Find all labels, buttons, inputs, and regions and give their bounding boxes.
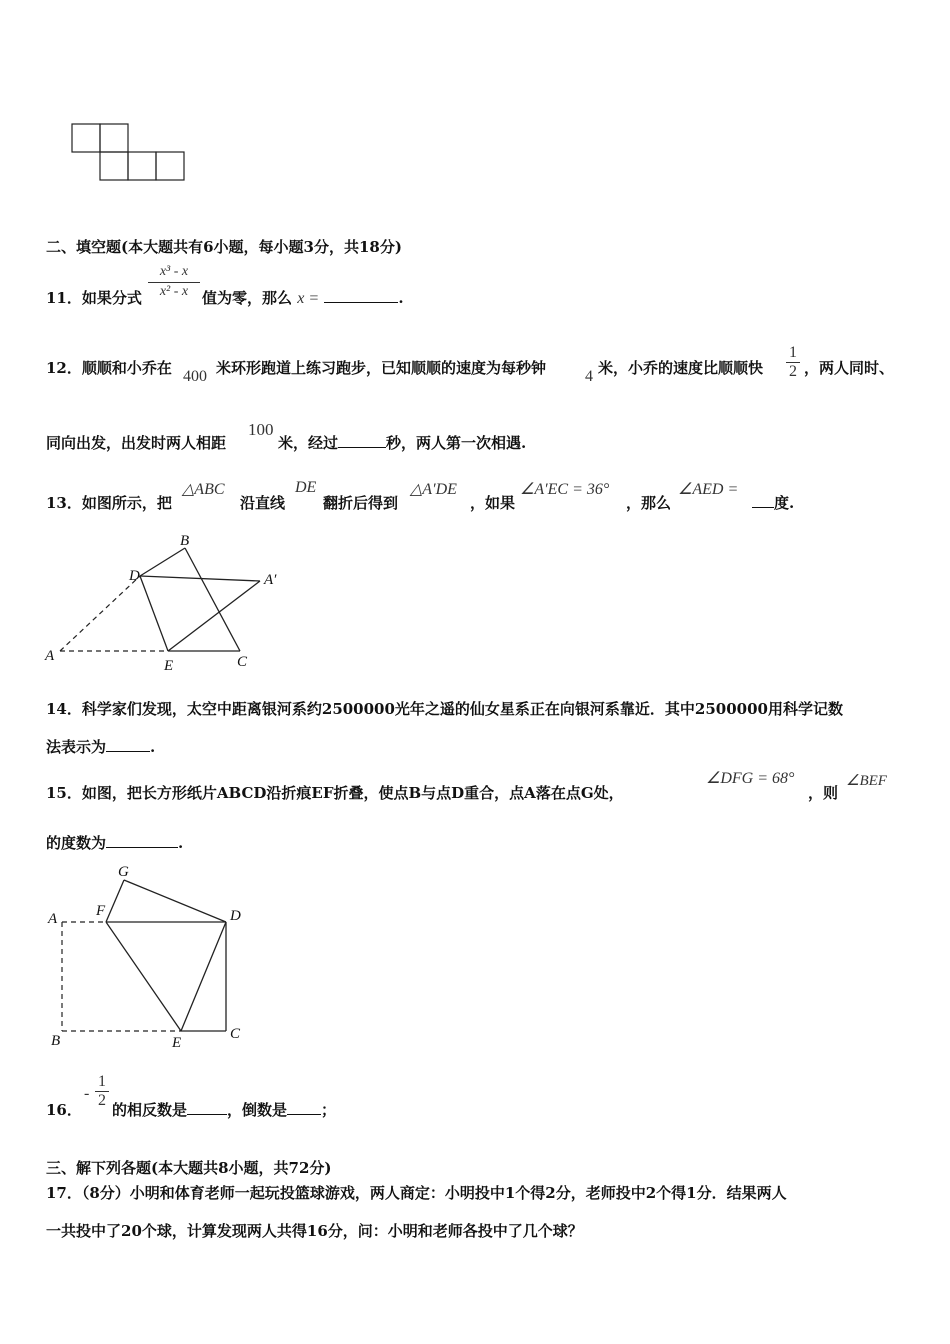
q12-value-4: 4	[585, 368, 593, 385]
q15-math-2: ∠BEF	[846, 773, 887, 789]
q13-figure	[40, 530, 290, 678]
q16-text-3: ；	[321, 1101, 337, 1119]
q13-math-2: DE	[295, 479, 317, 496]
q16-answer-blank-2[interactable]	[287, 1100, 321, 1115]
q13-math-1: △ABC	[182, 481, 225, 498]
q13-line-a	[46, 492, 172, 513]
q16-answer-blank-1[interactable]	[187, 1100, 227, 1115]
section2-heading: 二、填空题(本大题共有6小题，每小题3分，共18分)	[46, 238, 402, 256]
q13-line-AD	[60, 576, 140, 651]
q17-line2: 一共投中了20个球，计算发现两人共得16分，问：小明和老师各投中了几个球？	[46, 1222, 583, 1240]
q16-neg-sign: -	[84, 1085, 90, 1102]
q11-frac-numerator: x³ - x	[148, 264, 200, 283]
q11-expr: x =	[297, 290, 320, 307]
q12-text-3: 米，小乔的速度比顺顺快	[598, 359, 764, 377]
q13-label-A1: A′	[264, 572, 277, 588]
q15-text-2a: 的度数为	[46, 834, 107, 852]
q12-answer-blank[interactable]	[338, 433, 386, 448]
q15-label-E: E	[172, 1035, 182, 1051]
q16-text-1: 的相反数是	[112, 1101, 188, 1119]
q15-math-1: ∠DFG = 68°	[706, 770, 795, 787]
q11-frac-denominator: x² - x	[159, 284, 189, 299]
q15-text-1: ，则	[808, 784, 839, 802]
q12-value-100: 100	[248, 420, 274, 439]
q15-line1: 15．如图，把长方形纸片ABCD沿折痕EF折叠，使点B与点D重合，点A落在点G处，	[46, 784, 624, 802]
q15-line-ED	[181, 922, 226, 1031]
q15-label-C: C	[230, 1026, 241, 1042]
q15-label-G: G	[118, 864, 129, 880]
q13-line-DB	[140, 548, 185, 576]
q11-answer-blank[interactable]	[324, 288, 398, 303]
q16-line	[112, 1099, 336, 1120]
q14-text-2b: .	[150, 738, 156, 756]
q12-half-num: 1	[786, 344, 800, 363]
q12-text-1: 顺顺和小乔在	[81, 359, 172, 377]
q12-value-400: 400	[183, 368, 207, 385]
q13-line-BC	[185, 548, 240, 651]
q11-line	[46, 287, 142, 308]
q12-line2b	[278, 432, 526, 453]
q13-answer-blank[interactable]	[752, 493, 774, 508]
q13-text-1: 如图所示，把	[81, 494, 172, 512]
q16-frac-den: 2	[98, 1092, 106, 1109]
q15-line-FE	[106, 922, 181, 1031]
q11-fraction	[148, 264, 200, 300]
q13-math-4: ∠A′EC = 36°	[520, 481, 610, 498]
q15-figure	[40, 860, 260, 1055]
q13-label-A: A	[45, 648, 55, 664]
q15-text-2b: .	[178, 834, 184, 852]
q13-line-A1E	[168, 581, 260, 651]
section3-heading: 三、解下列各题(本大题共8小题，共72分)	[46, 1159, 332, 1177]
q13-line-DE	[140, 576, 168, 651]
q13-label-D: D	[129, 568, 140, 584]
q12-line1a	[46, 357, 172, 378]
q14-line2	[46, 736, 155, 757]
q12-text-4: ，两人同时、	[804, 359, 895, 377]
q15-answer-blank[interactable]	[106, 833, 178, 848]
q13-text-3: 翻折后得到	[323, 494, 399, 512]
q12-half-fraction	[786, 344, 800, 381]
q16-fraction	[95, 1073, 109, 1110]
q13-text-6: 度.	[774, 494, 795, 512]
q13-text-2: 沿直线	[240, 494, 286, 512]
q14-line1: 14．科学家们发现，太空中距离银河系约2500000光年之遥的仙女星系正在向银河系靠近．其中2500000用科学记数	[46, 700, 843, 718]
q17-line1: 17．（8分）小明和体育老师一起玩投篮球游戏，两人商定：小明投中1个得2分，老师投中2个得1分．结果两人	[46, 1184, 787, 1202]
q15-line2	[46, 832, 183, 853]
q11-end: .	[398, 289, 404, 307]
q12-text-7: 秒，两人第一次相遇.	[386, 434, 527, 452]
q12-number: 12．	[46, 359, 82, 377]
q13-math-5: ∠AED =	[678, 481, 739, 498]
q15-line-GD	[124, 880, 226, 922]
q15-label-F: F	[96, 903, 106, 919]
q16-text-2: ，倒数是	[227, 1101, 288, 1119]
q13-label-E: E	[164, 658, 174, 674]
q11-text-a: 如果分式	[81, 289, 142, 307]
q13-line-b	[752, 492, 794, 513]
q12-text-6: 米，经过	[278, 434, 339, 452]
q11-line-b	[202, 287, 404, 308]
q13-number: 13．	[46, 494, 82, 512]
q15-label-D: D	[230, 908, 241, 924]
q16-frac-num: 1	[95, 1073, 109, 1092]
q15-label-A: A	[48, 911, 58, 927]
q13-label-B: B	[180, 533, 190, 549]
q11-text-b: 值为零，那么	[202, 289, 293, 307]
q12-half-den: 2	[789, 363, 797, 380]
q14-text-2a: 法表示为	[46, 738, 107, 756]
cube-net-figure	[70, 122, 188, 182]
q15-line-FG	[106, 880, 124, 922]
q13-text-5: ，那么	[626, 494, 672, 512]
q12-text-5: 同向出发，出发时两人相距	[46, 434, 227, 452]
q15-label-B: B	[51, 1033, 61, 1049]
q13-math-3: △A′DE	[410, 481, 457, 498]
q13-text-4: ，如果	[470, 494, 516, 512]
q12-text-2: 米环形跑道上练习跑步，已知顺顺的速度为每秒钟	[216, 359, 547, 377]
q11-number: 11．	[46, 289, 82, 307]
q16-number: 16．	[46, 1101, 82, 1119]
q13-label-C: C	[237, 654, 248, 670]
q14-answer-blank[interactable]	[106, 737, 150, 752]
